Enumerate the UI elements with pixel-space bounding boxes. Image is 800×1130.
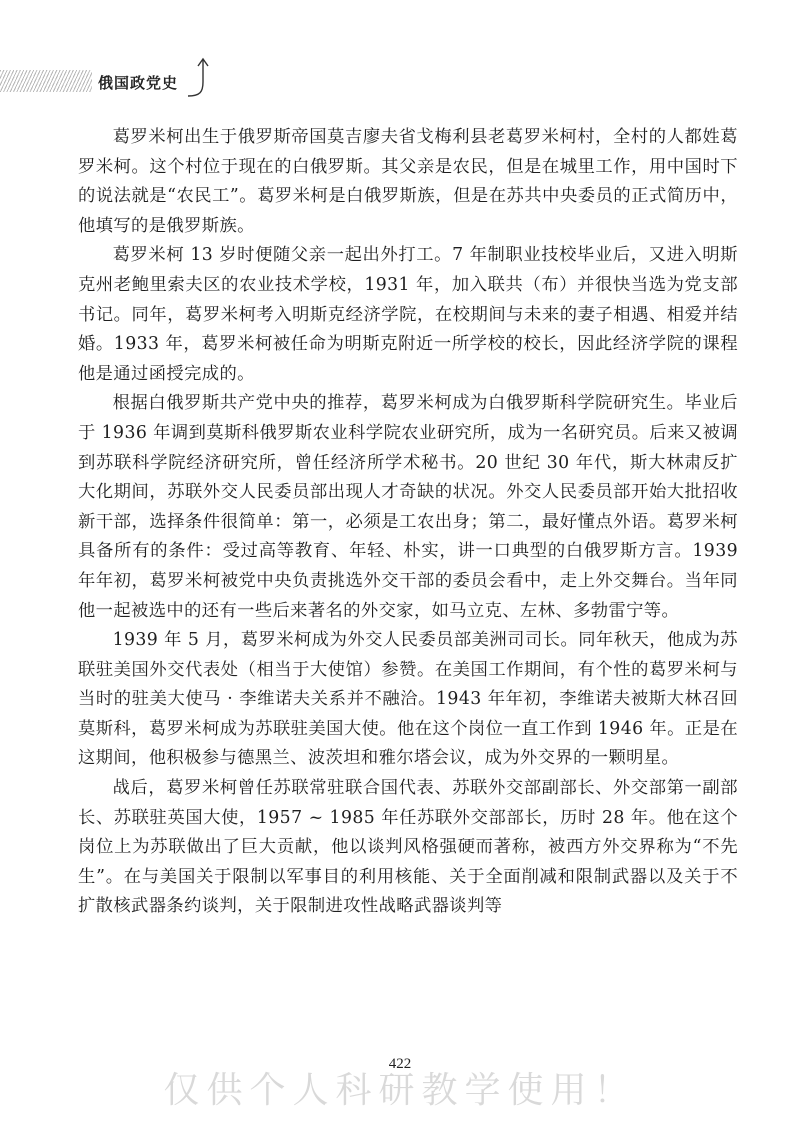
page-number: 422 <box>388 1056 412 1072</box>
paragraph-1: 葛罗米柯出生于俄罗斯帝国莫吉廖夫省戈梅利县老葛罗米柯村，全村的人都姓葛罗米柯。这个村位于现在的白俄罗斯。其父亲是农民，但是在城里工作，用中国时下的说法就是“农民工”。葛罗米柯是白俄罗斯族，但是在苏共中央委员的正式简历中，他填写的是俄罗斯族。 <box>78 127 738 236</box>
header-arrow-icon <box>186 56 212 100</box>
header-hatch-decoration <box>0 70 92 92</box>
paragraph-4: 1939 年 5 月，葛罗米柯成为外交人民委员部美洲司司长。同年秋天，他成为苏联驻美国外交代表处（相当于大使馆）参赞。在美国工作期间，有个性的葛罗米柯与当时的驻美大使马 · 李维诺夫关系并不融洽。1943 年年初，李维诺夫被斯大林召回莫斯科，葛罗米柯成为苏联驻美国大使。他在这个岗位一直工作到 1946 年。正是在这期间，他积极参与德黑兰、波茨坦和雅尔塔会议，成为外交界的一颗明星。 <box>78 630 738 769</box>
paragraph-2: 葛罗米柯 13 岁时便随父亲一起出外打工。7 年制职业技校毕业后，又进入明斯克州老鲍里索夫区的农业技术学校，1931 年，加入联共（布）并很快当选为党支部书记。同年，葛罗米柯考入明斯克经济学院，在校期间与未来的妻子相遇、相爱并结婚。1933 年，葛罗米柯被任命为明斯克附近一所学校的校长，因此经济学院的课程他是通过函授完成的。 <box>78 245 738 384</box>
body-text <box>78 123 738 922</box>
paragraph-3: 根据白俄罗斯共产党中央的推荐，葛罗米柯成为白俄罗斯科学院研究生。毕业后于 1936 年调到莫斯科俄罗斯农业科学院农业研究所，成为一名研究员。后来又被调到苏联科学院经济研究所，曾任经济所学术秘书。20 世纪 30 年代，斯大林肃反扩大化期间，苏联外交人民委员部出现人才奇缺的状况。外交人民委员部开始大批招收新干部，选择条件很简单：第一，必须是工农出身；第二，最好懂点外语。葛罗米柯具备所有的条件：受过高等教育、年轻、朴实，讲一口典型的白俄罗斯方言。1939 年年初，葛罗米柯被党中央负责挑选外交干部的委员会看中，走上外交舞台。当年同他一起被选中的还有一些后来著名的外交家，如马立克、左林、多勃雷宁等。 <box>78 393 738 621</box>
paragraph-5: 战后，葛罗米柯曾任苏联常驻联合国代表、苏联外交部副部长、外交部第一副部长、苏联驻英国大使，1957 ~ 1985 年任苏联外交部部长，历时 28 年。他在这个岗位上为苏联做出了巨大贡献，他以谈判风格强硬而著称，被西方外交界称为“不先生”。在与美国关于限制以军事目的利用核能、关于全面削减和限制武器以及关于不扩散核武器条约谈判，关于限制进攻性战略武器谈判等 <box>78 778 738 917</box>
running-header-title: 俄国政党史 <box>98 74 179 92</box>
watermark: 仅供个人科研教学使用！ <box>163 1070 637 1111</box>
